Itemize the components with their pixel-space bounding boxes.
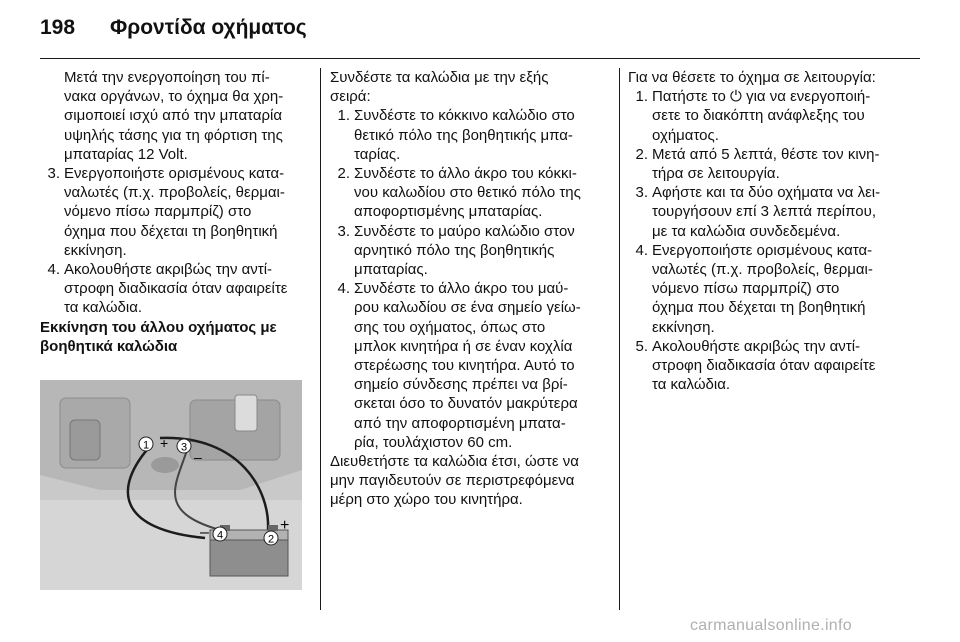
svg-text:1: 1 [142, 439, 150, 452]
col3-intro: Για να θέσετε το όχημα σε λειτουργία: [628, 69, 876, 86]
col3-list-item-1: 1. Πατήστε το ⏻ για να ενεργοποιή- σετε το διακόπτη ανάφλεξης του οχήματος. [635, 88, 871, 144]
col2-list-item-1: 1. Συνδέστε το κόκκινο καλώδιο στο θετικό πόλο της βοηθητικής μπα- ταρίας. [337, 107, 575, 163]
watermark: carmanualsonline.info [690, 617, 852, 634]
col2-intro: Συνδέστε τα καλώδια με την εξής σειρά: [330, 69, 549, 106]
col1-intro: Μετά την ενεργοποίηση του πί- νακα οργάνων, το όχημα θα χρη- σιμοποιεί ισχύ από την μπαταρία υψηλής τάσης για τη φόρτιση της μπαταρίας 12 Volt. [64, 69, 284, 163]
col3-list-item-3: 3. Αφήστε και τα δύο οχήματα να λει- τουργήσουν επί 3 λεπτά περίπου, με τα καλώδια συνδεδεμένα. [635, 184, 881, 240]
column-1 [40, 68, 312, 356]
jump-start-illustration [40, 380, 302, 590]
page-number: 198 [40, 16, 76, 39]
svg-text:–: – [200, 524, 209, 541]
column-divider-2 [619, 68, 620, 610]
col3-list-item-5: 5. Ακολουθήστε ακριβώς την αντί- στροφη διαδικασία όταν αφαιρείτε τα καλώδια. [635, 337, 876, 394]
page-title: Φροντίδα οχήματος [110, 16, 307, 39]
col3-list-item-4: 4. Ενεργοποιήστε ορισμένους κατα- ναλωτές (π.χ. προβολείς, θερμαι- νόμενο πίσω παρμπρίζ) στο όχημα που δέχεται τη βοηθητική εκκίνηση. [635, 241, 873, 336]
svg-text:3: 3 [180, 441, 188, 454]
column-2 [330, 68, 612, 510]
svg-text:+: + [160, 435, 169, 451]
column-divider-1 [320, 68, 321, 610]
header-rule [40, 58, 920, 59]
col3-list-item-2: 2. Μετά από 5 λεπτά, θέστε τον κινη- τήρα σε λειτουργία. [635, 145, 880, 183]
col1-list-item-3: 3. Ενεργοποιήστε ορισμένους κατα- ναλωτές (π.χ. προβολείς, θερμαι- νόμενο πίσω παρμπρίζ) στο όχημα που δέχεται τη βοηθητική εκκίνηση. [47, 165, 285, 259]
column-3 [628, 68, 918, 394]
col1-list-item-4: 4. Ακολουθήστε ακριβώς την αντί- στροφη διαδικασία όταν αφαιρείτε τα καλώδια. [47, 261, 288, 317]
col2-list-item-4: 4. Συνδέστε το άλλο άκρο του μαύ- ρου καλωδίου σε ένα σημείο γείω- σης του οχήματος, όπως στο μπλοκ κινητήρα ή σε έναν κοχλία στερέωσης του κινητήρα. Αυτό το σημείο σύνδεσης πρέπει να βρί- σκεται όσο το δυνατόν μακρύτερα από την αποφορτισμένη μπατα- ρία, τουλάχιστον 60 cm. [337, 280, 581, 451]
svg-text:2: 2 [267, 533, 275, 546]
col2-outro: Διευθετήστε τα καλώδια έτσι, ώστε να μην παγιδευτούν σε περιστρεφόμενα μέρη στο χώρο του κινητήρα. [330, 453, 579, 509]
page-header [40, 16, 307, 44]
svg-text:–: – [194, 449, 202, 465]
col2-list-item-3: 3. Συνδέστε το μαύρο καλώδιο στον αρνητικό πόλο της βοηθητικής μπαταρίας. [337, 222, 575, 279]
svg-text:+: + [280, 517, 290, 534]
svg-text:4: 4 [216, 529, 224, 542]
section-heading: Εκκίνηση του άλλου οχήματος με βοηθητικά καλώδια [40, 318, 277, 355]
col2-list-item-2: 2. Συνδέστε το άλλο άκρο του κόκκι- νου καλωδίου στο θετικό πόλο της αποφορτισμένης μπαταρίας. [337, 165, 581, 221]
